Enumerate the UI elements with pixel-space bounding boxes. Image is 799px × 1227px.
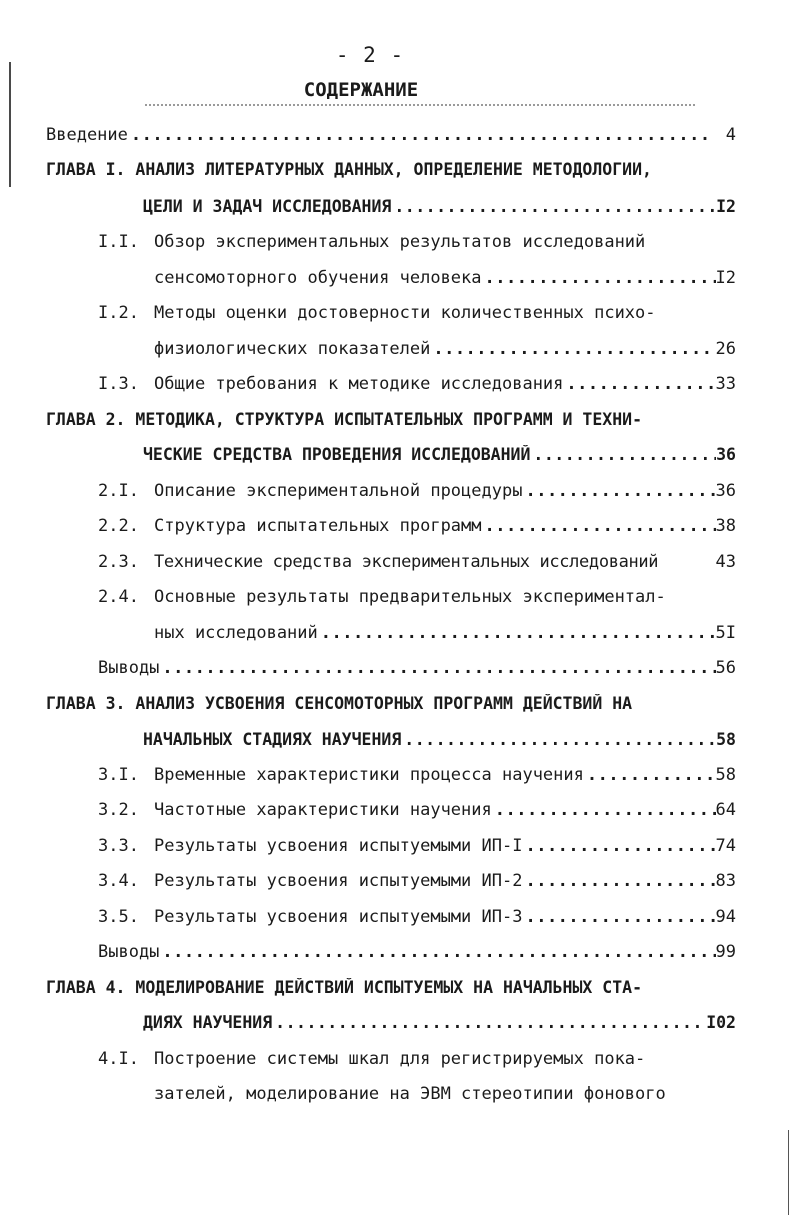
toc-chapter-2-heading-cont — [143, 445, 736, 473]
toc-entry-text: Выводы — [98, 658, 160, 678]
toc-entry-text: ГЛАВА 3. АНАЛИЗ УСВОЕНИЯ СЕНСОМОТОРНЫХ ПРОГРАММ ДЕЙСТВИЙ НА — [46, 694, 633, 713]
toc-page-number: I2 — [715, 268, 736, 288]
toc-leader-dots — [522, 871, 715, 891]
toc-entry-text: ДИЯХ НАУЧЕНИЯ — [143, 1013, 273, 1032]
toc-leader-dots — [522, 907, 715, 927]
toc-entry-text: Временные характеристики процесса научения — [154, 765, 584, 785]
toc-section-number: 3.4. — [98, 871, 139, 891]
toc-entry-text: ГЛАВА I. АНАЛИЗ ЛИТЕРАТУРНЫХ ДАННЫХ, ОПРЕДЕЛЕНИЕ МЕТОДОЛОГИИ, — [46, 160, 652, 179]
toc-leader-dots — [159, 658, 715, 678]
toc-chapter-4-heading — [46, 978, 736, 1006]
toc-entry-text: НАЧАЛЬНЫХ СТАДИЯХ НАУЧЕНИЯ — [143, 730, 402, 749]
toc-leader-dots — [272, 1013, 706, 1032]
toc-section-number: 3.2. — [98, 800, 139, 820]
toc-section-1-1 — [98, 232, 736, 260]
toc-section-1-2 — [98, 303, 736, 331]
toc-section-4-1-cont — [154, 1084, 736, 1112]
toc-entry-text: Описание экспериментальной процедуры — [154, 481, 523, 501]
toc-section-3-5 — [98, 907, 736, 935]
toc-page-number: 56 — [715, 658, 736, 678]
toc-section-1-1-cont — [154, 268, 736, 296]
toc-entry-text: физиологических показателей — [154, 339, 431, 359]
toc-section-number: 3.I. — [98, 765, 139, 785]
toc-page-number: 99 — [715, 942, 736, 962]
toc-entry-text: ЦЕЛИ И ЗАДАЧ ИССЛЕДОВАНИЯ — [143, 197, 392, 216]
toc-section-3-4 — [98, 871, 736, 899]
toc-page-number: 26 — [715, 339, 736, 359]
toc-leader-dots — [391, 197, 716, 216]
toc-entry-text: Результаты усвоения испытуемыми ИП-2 — [154, 871, 523, 891]
toc-section-1-3 — [98, 374, 736, 402]
toc-page-number: 33 — [715, 374, 736, 394]
toc-leader-dots — [563, 374, 715, 394]
toc-entry-text: Основные результаты предварительных экспериментал- — [154, 587, 666, 607]
toc-leader-dots — [159, 942, 715, 962]
toc-page-number: 4 — [725, 125, 736, 145]
page-number: - 2 - — [335, 43, 405, 67]
toc-section-number: 2.2. — [98, 516, 139, 536]
toc-leader-dots — [482, 516, 716, 536]
toc-leader-dots — [318, 623, 716, 643]
toc-page-number: I2 — [716, 197, 736, 216]
toc-leader-dots — [482, 268, 716, 288]
page-title: СОДЕРЖАНИЕ — [303, 79, 419, 101]
toc-section-2-1 — [98, 481, 736, 509]
toc-page-number: 74 — [715, 836, 736, 856]
toc-section-2-2 — [98, 516, 736, 544]
toc-section-number: 2.3. — [98, 552, 139, 572]
toc-chapter-3-heading-cont — [143, 730, 736, 758]
toc-entry-introduction — [46, 125, 736, 153]
toc-page-number: 58 — [715, 765, 736, 785]
toc-page-number: 94 — [715, 907, 736, 927]
toc-section-2-4-cont — [154, 623, 736, 651]
toc-page-number: 5I — [715, 623, 736, 643]
toc-page-number: 38 — [715, 516, 736, 536]
toc-section-number: 4.I. — [98, 1049, 139, 1069]
toc-leader-dots — [584, 765, 716, 785]
toc-entry-text: зателей, моделирование на ЭВМ стереотипии фонового — [154, 1084, 666, 1104]
toc-section-number: 3.3. — [98, 836, 139, 856]
toc-entry-text: ГЛАВА 4. МОДЕЛИРОВАНИЕ ДЕЙСТВИЙ ИСПЫТУЕМЫХ НА НАЧАЛЬНЫХ СТА- — [46, 978, 643, 997]
toc-entry-text: Построение системы шкал для регистрируемых пока- — [154, 1049, 646, 1069]
toc-section-1-2-cont — [154, 339, 736, 367]
toc-entry-text: ных исследований — [154, 623, 318, 643]
toc-section-2-3 — [98, 552, 736, 580]
toc-entry-text: ГЛАВА 2. МЕТОДИКА, СТРУКТУРА ИСПЫТАТЕЛЬНЫХ ПРОГРАММ И ТЕХНИ- — [46, 410, 643, 429]
toc-section-number: I.I. — [98, 232, 139, 252]
toc-entry-text: Выводы — [98, 942, 160, 962]
toc-page-number: 36 — [715, 481, 736, 501]
toc-chapter-2-heading — [46, 410, 736, 438]
toc-page-number: 64 — [715, 800, 736, 820]
toc-leader-dots — [522, 836, 715, 856]
toc-entry-text: Обзор экспериментальных результатов исследований — [154, 232, 646, 252]
toc-section-number: I.3. — [98, 374, 139, 394]
toc-chapter-4-heading-cont — [143, 1013, 736, 1041]
toc-section-3-2 — [98, 800, 736, 828]
toc-section-number: 2.4. — [98, 587, 139, 607]
toc-leader-dots — [522, 481, 715, 501]
toc-leader-dots — [128, 125, 714, 145]
toc-entry-text: Общие требования к методике исследования — [154, 374, 564, 394]
toc-conclusions-chapter-2 — [98, 658, 736, 686]
toc-page-number: 43 — [715, 552, 736, 572]
toc-leader-dots — [492, 800, 716, 820]
toc-entry-text: Структура испытательных программ — [154, 516, 482, 536]
toc-leader-dots — [430, 339, 715, 359]
toc-section-2-4 — [98, 587, 736, 615]
toc-section-3-3 — [98, 836, 736, 864]
toc-entry-text: Технические средства экспериментальных исследований — [154, 552, 659, 572]
toc-entry-text: Частотные характеристики научения — [154, 800, 492, 820]
toc-entry-text: Результаты усвоения испытуемыми ИП-I — [154, 836, 523, 856]
toc-page-number: I02 — [706, 1013, 736, 1032]
toc-page-number: 58 — [716, 730, 736, 749]
toc-entry-text: Введение — [46, 125, 128, 145]
toc-entry-text: сенсомоторного обучения человека — [154, 268, 482, 288]
toc-chapter-1-heading — [46, 160, 736, 188]
toc-leader-dots — [530, 445, 716, 464]
toc-section-number: 2.I. — [98, 481, 139, 501]
toc-conclusions-chapter-3 — [98, 942, 736, 970]
toc-leader-dots — [401, 730, 716, 749]
toc-page-number: 36 — [716, 445, 736, 464]
toc-entry-text: Результаты усвоения испытуемыми ИП-3 — [154, 907, 523, 927]
toc-chapter-3-heading — [46, 694, 736, 722]
toc-page-number: 83 — [715, 871, 736, 891]
toc-section-number: 3.5. — [98, 907, 139, 927]
toc-entry-text: ЧЕСКИЕ СРЕДСТВА ПРОВЕДЕНИЯ ИССЛЕДОВАНИЙ — [143, 445, 531, 464]
toc-section-number: I.2. — [98, 303, 139, 323]
toc-section-3-1 — [98, 765, 736, 793]
toc-entry-text: Методы оценки достоверности количественных психо- — [154, 303, 656, 323]
toc-chapter-1-heading-cont — [143, 197, 736, 225]
toc-section-4-1 — [98, 1049, 736, 1077]
